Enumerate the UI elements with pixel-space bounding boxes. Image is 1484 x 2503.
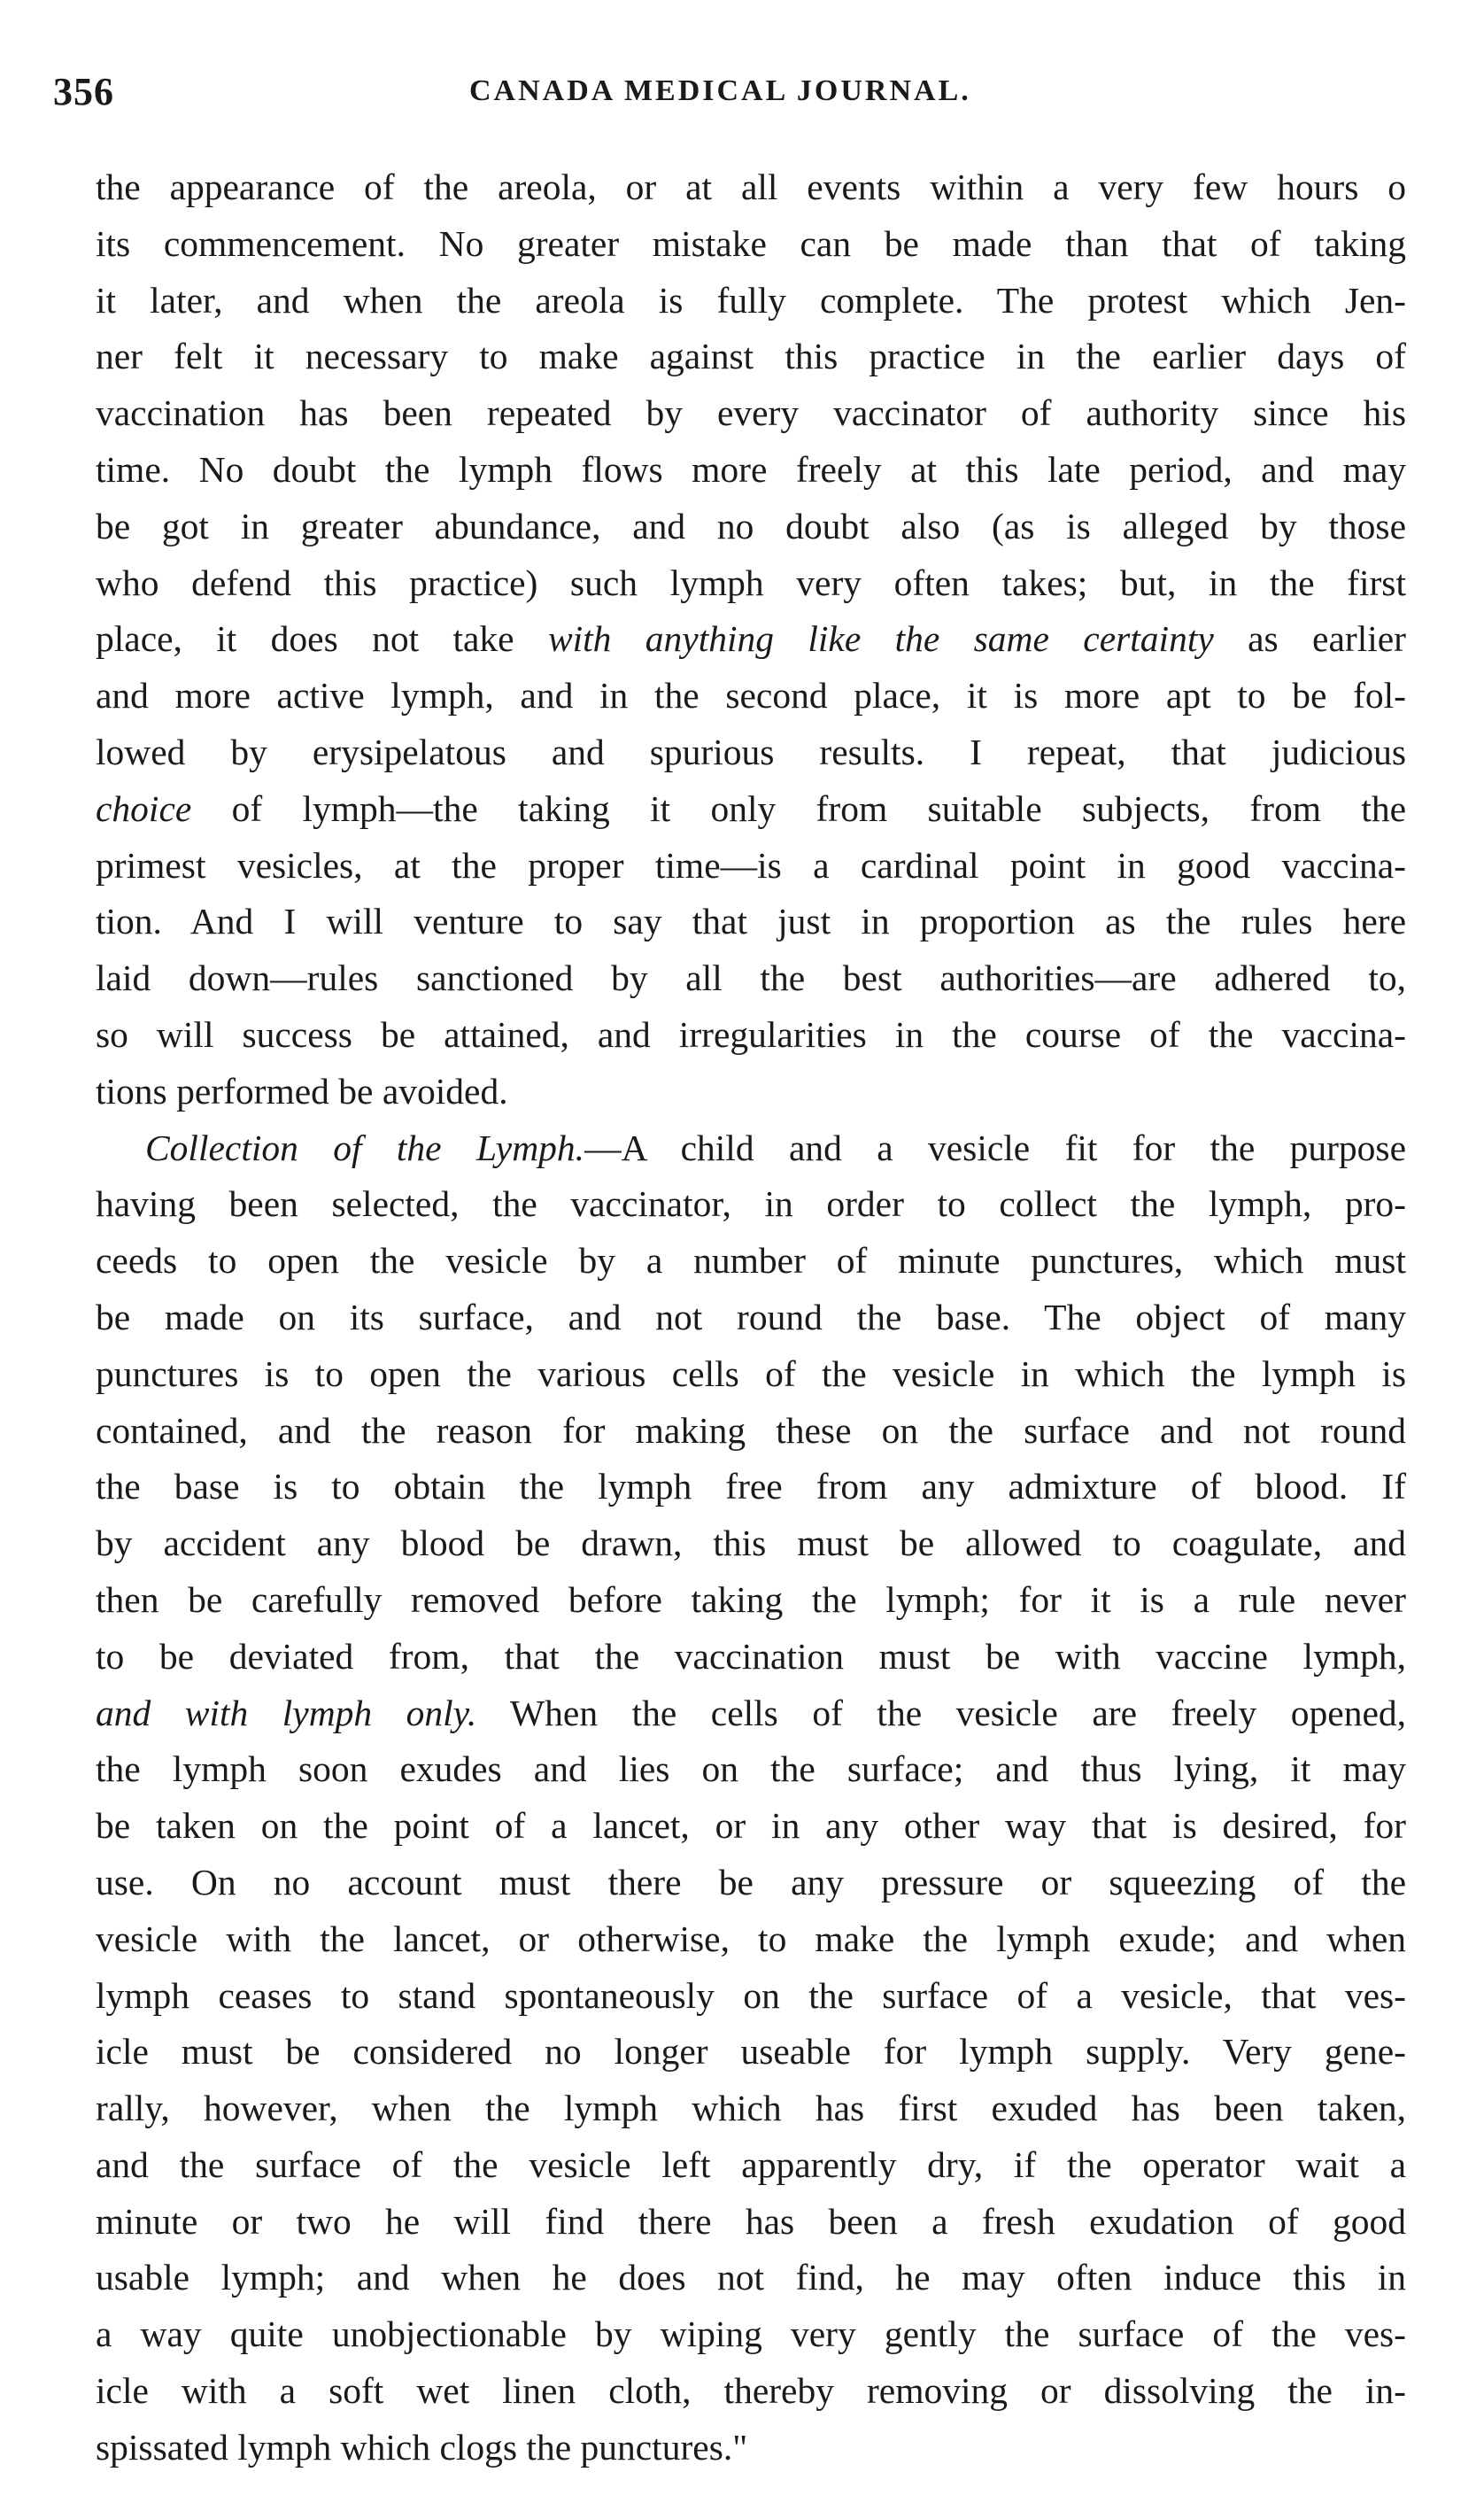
text-line: and the surface of the vesicle left apparently dry, if the operator wait a bbox=[96, 2143, 1406, 2185]
text-line: place, it does not take with anything like the same certainty as earlier bbox=[96, 618, 1406, 660]
page-header bbox=[53, 69, 1381, 122]
text-line: minute or two he will find there has been a fresh exudation of good bbox=[96, 2200, 1406, 2242]
text-line: be got in greater abundance, and no doubt also (as is alleged by those bbox=[96, 505, 1406, 546]
text-line: usable lymph; and when he does not find, he may often induce this in bbox=[96, 2257, 1406, 2298]
text-line: be made on its surface, and not round the base. The object of many bbox=[96, 1296, 1406, 1337]
text-line: so will success be attained, and irregularities in the course of the vaccina- bbox=[96, 1013, 1406, 1055]
page-number: 356 bbox=[53, 70, 114, 113]
text-line: icle with a soft wet linen cloth, thereby removing or dissolving the in- bbox=[96, 2370, 1406, 2412]
text-line: ner felt it necessary to make against this practice in the earlier days of bbox=[96, 336, 1406, 377]
text-line: punctures is to open the various cells of the vesicle in which the lymph is bbox=[96, 1352, 1406, 1394]
text-line: who defend this practice) such lymph very often takes; but, in the first bbox=[96, 562, 1406, 603]
text-line: spissated lymph which clogs the punctures." bbox=[96, 2426, 748, 2468]
text-line: to be deviated from, that the vaccination must be with vaccine lymph, bbox=[96, 1635, 1406, 1677]
italic-phrase: with anything like the same certainty bbox=[547, 618, 1214, 660]
text-line: lowed by erysipelatous and spurious results. I repeat, that judicious bbox=[96, 731, 1406, 772]
text-line: be taken on the point of a lancet, or in any other way that is desired, for bbox=[96, 1805, 1406, 1847]
text-line: use. On no account must there be any pressure or squeezing of the bbox=[96, 1861, 1406, 1902]
text-line: Collection of the Lymph.—A child and a vesicle fit for the purpose bbox=[145, 1127, 1406, 1168]
text-line: the lymph soon exudes and lies on the surface; and thus lying, it may bbox=[96, 1748, 1406, 1790]
text-line: and with lymph only. When the cells of the vesicle are freely opened, bbox=[96, 1692, 1406, 1733]
text-line: contained, and the reason for making these on the surface and not round bbox=[96, 1409, 1406, 1451]
text-line: time. No doubt the lymph flows more freely at this late period, and may bbox=[96, 448, 1406, 490]
italic-phrase: choice bbox=[96, 787, 192, 829]
text-line: lymph ceases to stand spontaneously on the surface of a vesicle, that ves- bbox=[96, 1974, 1406, 2016]
italic-phrase: Collection of the Lymph. bbox=[145, 1127, 585, 1168]
text-line: tions performed be avoided. bbox=[96, 1070, 508, 1112]
text-line: tion. And I will venture to say that just in proportion as the rules here bbox=[96, 901, 1406, 942]
text-line: the base is to obtain the lymph free from any admixture of blood. If bbox=[96, 1466, 1406, 1507]
text-line: a way quite unobjectionable by wiping very gently the surface of the ves- bbox=[96, 2313, 1406, 2355]
text-line: then be carefully removed before taking the lymph; for it is a rule never bbox=[96, 1578, 1406, 1620]
text-line: having been selected, the vaccinator, in order to collect the lymph, pro- bbox=[96, 1183, 1406, 1225]
text-line: it later, and when the areola is fully complete. The protest which Jen- bbox=[96, 279, 1406, 321]
text-line: rally, however, when the lymph which has first exuded has been taken, bbox=[96, 2088, 1406, 2129]
text-line: vaccination has been repeated by every vaccinator of authority since his bbox=[96, 392, 1406, 434]
body-text bbox=[96, 159, 1406, 2476]
text-line: primest vesicles, at the proper time—is a cardinal point in good vaccina- bbox=[96, 844, 1406, 886]
text-line: by accident any blood be drawn, this must be allowed to coagulate, and bbox=[96, 1523, 1406, 1564]
text-line: ceeds to open the vesicle by a number of minute punctures, which must bbox=[96, 1240, 1406, 1282]
italic-phrase: and with lymph only. bbox=[96, 1692, 477, 1733]
text-line: vesicle with the lancet, or otherwise, to make the lymph exude; and when bbox=[96, 1918, 1406, 1959]
text-line: laid down—rules sanctioned by all the best authorities—are adhered to, bbox=[96, 957, 1406, 999]
text-line: its commencement. No greater mistake can be made than that of taking bbox=[96, 222, 1406, 264]
text-line: choice of lymph—the taking it only from suitable subjects, from the bbox=[96, 787, 1406, 829]
text-line: icle must be considered no longer useable for lymph supply. Very gene- bbox=[96, 2031, 1406, 2073]
running-head: CANADA MEDICAL JOURNAL. bbox=[469, 74, 971, 107]
text-line: and more active lymph, and in the second place, it is more apt to be fol- bbox=[96, 675, 1406, 717]
text-line: the appearance of the areola, or at all events within a very few hours o bbox=[96, 167, 1406, 207]
